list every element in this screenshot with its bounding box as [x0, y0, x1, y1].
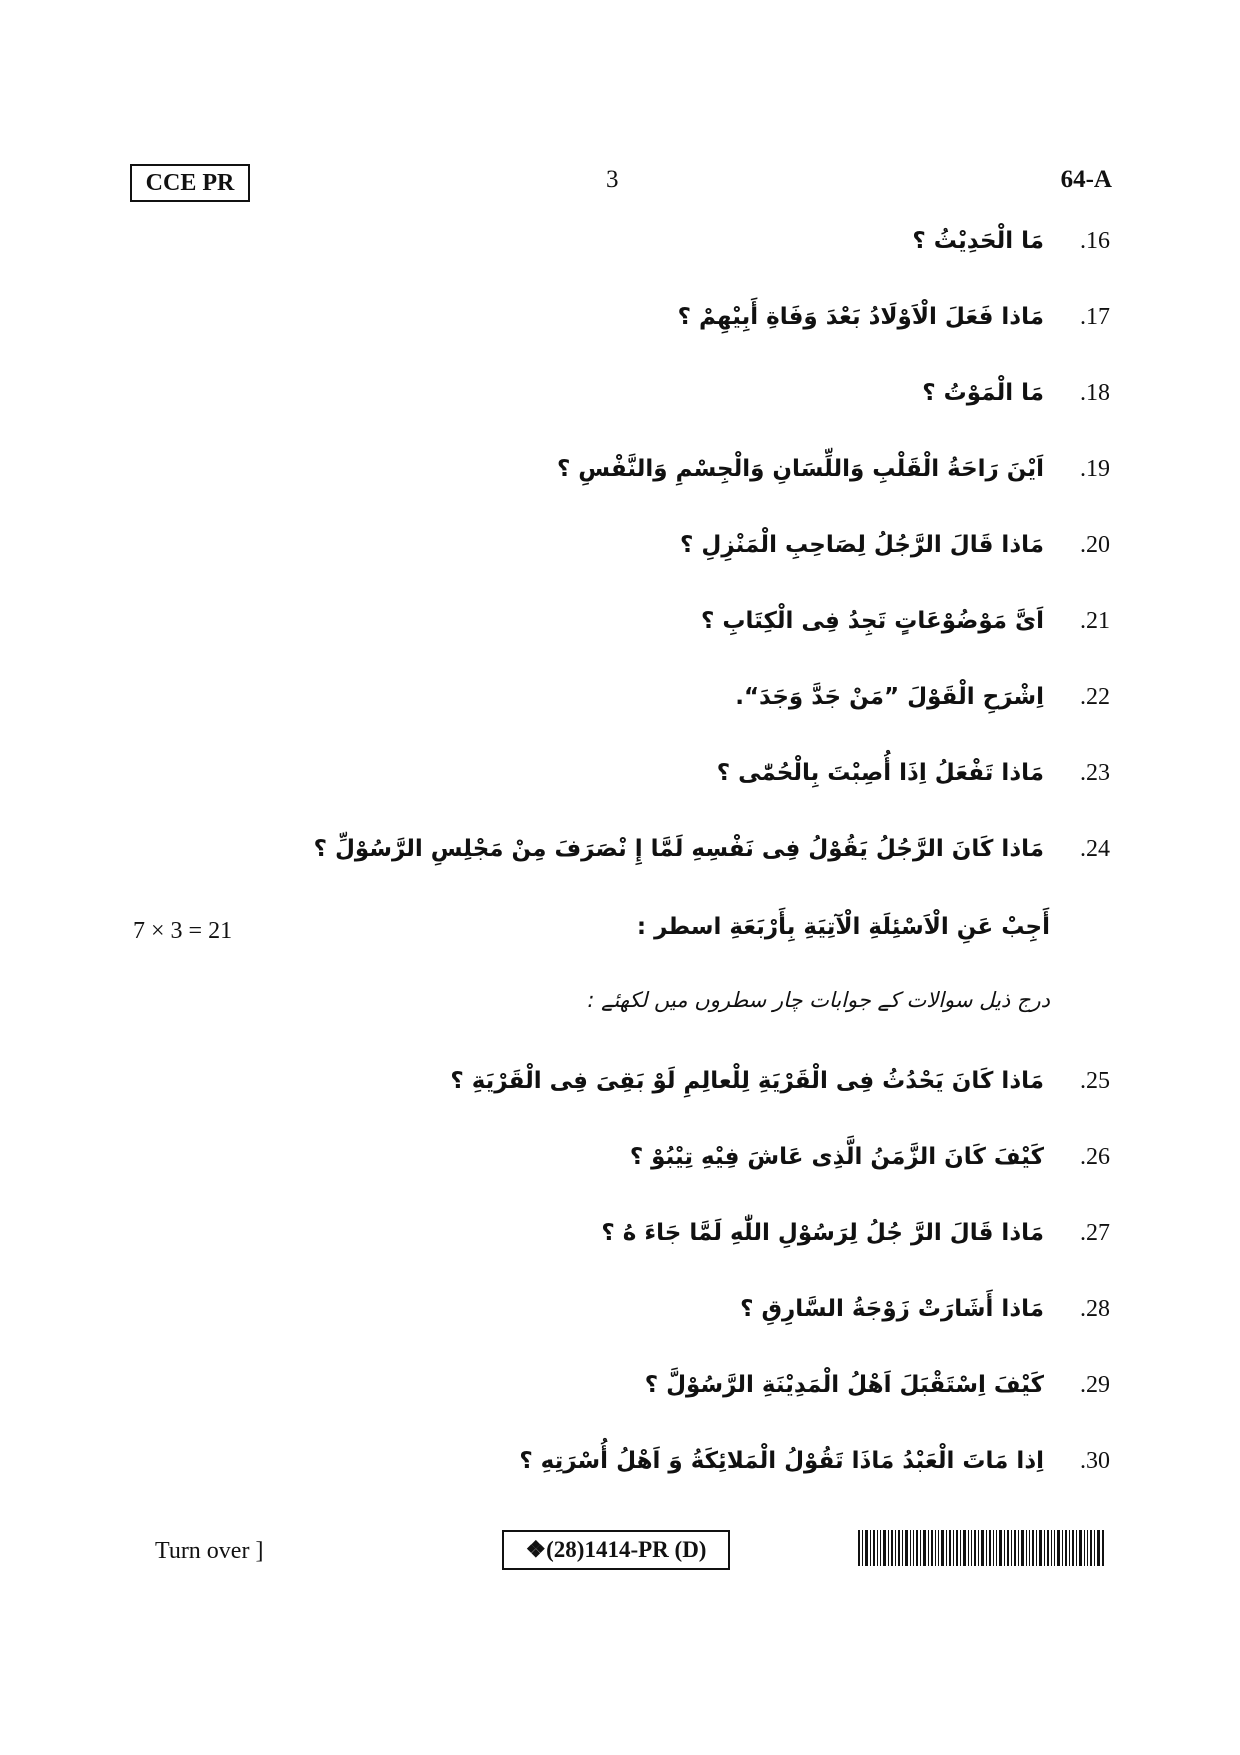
- question-number: .29: [1080, 1372, 1110, 1398]
- question-number: .20: [1080, 532, 1110, 558]
- question-text: مَاذا تَفْعَلُ اِذَا أُصِبْتَ بِالْحُمّٰى ؟: [716, 760, 1044, 786]
- question-text: مَاذا فَعَلَ الْاَوْلَادُ بَعْدَ وَفَاةِ أَبِيْهِمْ ؟: [677, 304, 1044, 330]
- question-20: [680, 532, 1110, 559]
- question-number: .27: [1080, 1220, 1110, 1246]
- marks-allocation: 7 × 3 = 21: [133, 918, 233, 944]
- question-text: اِذا مَاتَ الْعَبْدُ مَاذَا تَقُوْلُ الْمَلائِكَةُ وَ اَهْلُ أُسْرَتِهِ ؟: [519, 1448, 1044, 1474]
- question-text: مَاذا أَشَارَتْ زَوْجَةُ السَّارِقِ ؟: [740, 1296, 1044, 1322]
- exam-code-box: CCE PR: [130, 164, 250, 202]
- question-text: مَاذا كَانَ يَحْدُثُ فِى الْقَرْيَةِ لِلْعالِمِ لَوْ بَقِىَ فِى الْقَرْيَةِ ؟: [450, 1068, 1044, 1094]
- question-30: [519, 1448, 1110, 1475]
- question-text: اَيْنَ رَاحَةُ الْقَلْبِ وَاللِّسَانِ وَالْجِسْمِ وَالنَّفْسِ ؟: [556, 456, 1044, 482]
- question-number: .24: [1080, 836, 1110, 862]
- question-number: .25: [1080, 1068, 1110, 1094]
- question-text: اَىَّ مَوْضُوْعَاتٍ تَجِدُ فِى الْكِتَابِ ؟: [701, 608, 1044, 634]
- question-number: .21: [1080, 608, 1110, 634]
- question-22: [735, 684, 1110, 711]
- question-number: .28: [1080, 1296, 1110, 1322]
- question-29: [645, 1372, 1110, 1399]
- paper-code: 64-A: [1060, 166, 1112, 193]
- barcode-icon: [858, 1530, 1104, 1566]
- question-23: [717, 760, 1110, 787]
- question-number: .22: [1080, 684, 1110, 710]
- question-26: [630, 1144, 1110, 1171]
- page-number: 3: [606, 166, 619, 193]
- question-text: مَاذا قَالَ الرَّجُلُ لِصَاحِبِ الْمَنْزِلِ ؟: [680, 532, 1044, 558]
- footer-code-box: ❖(28)1414-PR (D): [502, 1530, 730, 1570]
- question-number: .26: [1080, 1144, 1110, 1170]
- question-27: [601, 1220, 1110, 1247]
- turn-over-label: Turn over ]: [155, 1538, 264, 1564]
- question-16: [912, 228, 1110, 255]
- question-text: مَاذا قَالَ الرَّ جُلُ لِرَسُوْلِ اللّٰهِ لَمَّا جَاءَ هُ ؟: [601, 1220, 1044, 1246]
- instruction-urdu: درج ذیل سوالات کے جوابات چار سطروں میں لکھئے :: [587, 988, 1050, 1012]
- question-number: .30: [1080, 1448, 1110, 1474]
- question-number: .19: [1080, 456, 1110, 482]
- question-text: اِشْرَحِ الْقَوْلَ ”مَنْ جَدَّ وَجَدَ“.: [735, 684, 1044, 710]
- question-text: كَيْفَ اِسْتَقْبَلَ اَهْلُ الْمَدِيْنَةِ الرَّسُوْلَّ ؟: [644, 1372, 1044, 1398]
- question-number: .17: [1080, 304, 1110, 330]
- question-text: مَا الْمَوْتُ ؟: [922, 380, 1044, 406]
- question-text: كَيْفَ كَانَ الزَّمَنُ الَّذِى عَاشَ فِيْهِ تِيْبُوْ ؟: [629, 1144, 1044, 1170]
- question-17: [678, 304, 1110, 331]
- question-24: [314, 836, 1110, 863]
- question-number: .23: [1080, 760, 1110, 786]
- question-21: [701, 608, 1110, 635]
- question-19: [557, 456, 1110, 483]
- question-text: مَا الْحَدِيْثُ ؟: [912, 228, 1044, 254]
- question-18: [922, 380, 1110, 407]
- question-text: مَاذا كَانَ الرَّجُلُ يَقُوْلُ فِى نَفْسِهِ لَمَّا إِ نْصَرَفَ مِنْ مَجْلِسِ الرَّسُوْلِّ ؟: [313, 836, 1044, 862]
- instruction-arabic: أَجِبْ عَنِ الْاَسْئِلَةِ الْآتِيَةِ بِأَرْبَعَةِ اسطر :: [636, 914, 1050, 940]
- question-28: [740, 1296, 1110, 1323]
- question-25: [450, 1068, 1110, 1095]
- question-number: .18: [1080, 380, 1110, 406]
- question-number: .16: [1080, 228, 1110, 254]
